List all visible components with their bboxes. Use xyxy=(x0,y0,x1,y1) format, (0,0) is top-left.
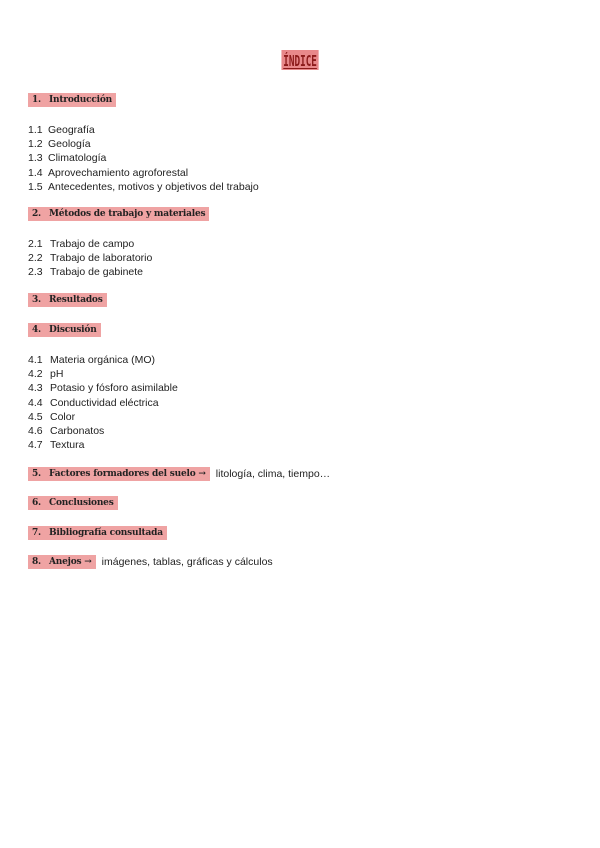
index-title xyxy=(0,50,600,71)
section-note: litología, clima, tiempo… xyxy=(215,468,331,480)
list-item xyxy=(28,251,152,265)
section-4-heading xyxy=(28,323,101,337)
section-number: 3. xyxy=(32,295,41,305)
section-title: Resultados xyxy=(49,295,103,305)
section-number: 4. xyxy=(32,325,41,335)
item-number: 1.4 xyxy=(28,166,43,179)
list-item xyxy=(28,367,178,381)
section-1-heading xyxy=(28,93,116,107)
item-label: Conductividad eléctrica xyxy=(50,396,159,409)
section-title: Discusión xyxy=(49,325,97,335)
item-number: 1.2 xyxy=(28,138,43,151)
item-number: 4.7 xyxy=(28,439,43,452)
section-5-heading xyxy=(28,467,330,481)
section-number: 1. xyxy=(32,95,41,105)
item-number: 4.2 xyxy=(28,368,43,381)
item-number: 2.2 xyxy=(28,252,43,265)
item-label: Aprovechamiento agroforestal xyxy=(48,166,189,179)
subsection-list-4 xyxy=(28,353,178,452)
section-number: 2. xyxy=(32,209,41,219)
item-label: Carbonatos xyxy=(50,424,105,437)
section-note: imágenes, tablas, gráficas y cálculos xyxy=(101,556,273,568)
index-title-text: ÍNDICE xyxy=(283,52,317,70)
section-7-heading xyxy=(28,526,167,540)
section-6-heading xyxy=(28,496,118,510)
item-label: pH xyxy=(50,368,64,381)
item-label: Geología xyxy=(48,138,91,151)
item-number: 4.3 xyxy=(28,382,43,395)
section-8-heading xyxy=(28,555,273,569)
section-title: Anejos → xyxy=(49,557,92,567)
list-item xyxy=(28,410,178,424)
item-number: 4.4 xyxy=(28,396,43,409)
item-number: 1.5 xyxy=(28,180,43,193)
item-label: Antecedentes, motivos y objetivos del trabajo xyxy=(48,180,259,193)
item-number: 4.5 xyxy=(28,410,43,423)
item-label: Trabajo de campo xyxy=(50,238,135,250)
item-number: 2.1 xyxy=(28,238,43,250)
list-item xyxy=(28,123,259,137)
item-label: Color xyxy=(50,410,76,423)
list-item xyxy=(28,353,178,367)
section-3-heading xyxy=(28,293,107,307)
item-label: Climatología xyxy=(48,152,107,165)
section-title: Métodos de trabajo y materiales xyxy=(49,209,206,219)
list-item xyxy=(28,265,152,279)
subsection-list-1 xyxy=(28,123,259,194)
item-number: 2.3 xyxy=(28,266,43,279)
section-title: Factores formadores del suelo → xyxy=(49,469,206,479)
item-number: 1.3 xyxy=(28,152,43,165)
section-number: 6. xyxy=(32,498,41,508)
section-number: 8. xyxy=(32,557,41,567)
section-2-heading xyxy=(28,207,209,221)
item-label: Potasio y fósforo asimilable xyxy=(50,382,178,395)
section-title: Conclusiones xyxy=(49,498,114,508)
item-number: 1.1 xyxy=(28,124,43,136)
item-label: Geografía xyxy=(48,124,95,136)
list-item xyxy=(28,438,178,452)
item-label: Materia orgánica (MO) xyxy=(50,354,156,366)
list-item xyxy=(28,180,259,194)
item-label: Textura xyxy=(50,439,85,452)
section-number: 5. xyxy=(32,469,41,479)
section-number: 7. xyxy=(32,528,41,538)
list-item xyxy=(28,237,152,251)
section-title: Introducción xyxy=(49,95,113,105)
item-number: 4.6 xyxy=(28,424,43,437)
list-item xyxy=(28,151,259,165)
item-number: 4.1 xyxy=(28,354,43,366)
list-item xyxy=(28,137,259,151)
item-label: Trabajo de laboratorio xyxy=(50,252,153,265)
list-item xyxy=(28,396,178,410)
subsection-list-2 xyxy=(28,237,152,280)
list-item xyxy=(28,166,259,180)
list-item xyxy=(28,381,178,395)
section-title: Bibliografía consultada xyxy=(49,528,163,538)
item-label: Trabajo de gabinete xyxy=(50,266,144,279)
list-item xyxy=(28,424,178,438)
